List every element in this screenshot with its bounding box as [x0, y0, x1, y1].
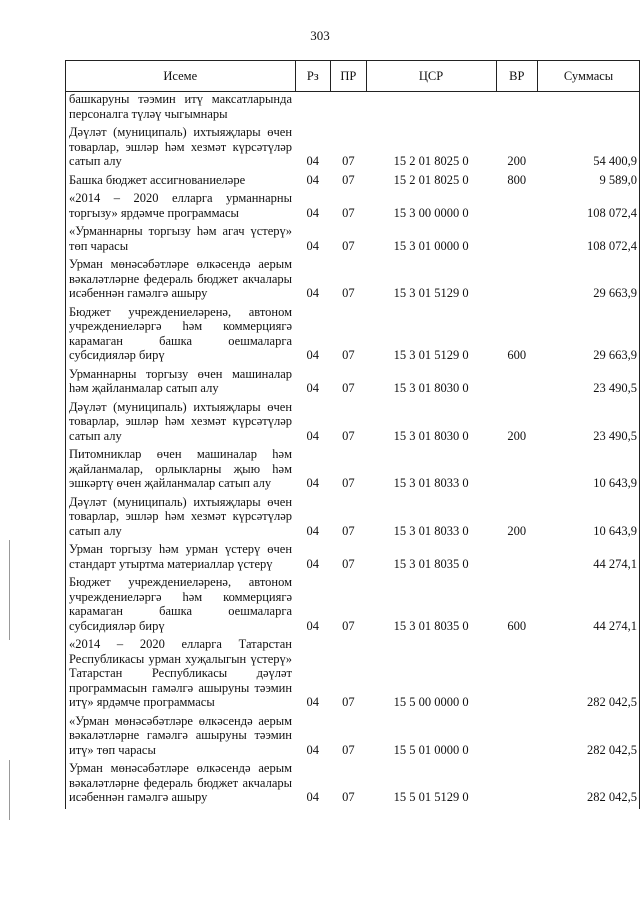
- cell-name: башкаруны тәэмин итү максатларында персоналга түләү чыгымнары: [66, 92, 296, 126]
- table-row: [66, 305, 640, 367]
- cell-sum: 23 490,5: [538, 367, 640, 400]
- cell-pr: 07: [342, 286, 355, 300]
- cell-name: Питомниклар өчен машиналар һәм җайланмалар, орлыкларны җыю һәм эшкәртү өчен җайланмалар сатып алу: [66, 447, 296, 495]
- table-row: [66, 125, 640, 173]
- cell-csr: 15 3 01 8035 0: [393, 556, 469, 571]
- table-row: [66, 714, 640, 762]
- cell-csr: 15 3 00 0000 0: [393, 205, 469, 220]
- cell-sum: 44 274,1: [538, 575, 640, 637]
- cell-csr: 15 3 01 8030 0: [393, 428, 469, 443]
- cell-vr: 600: [507, 618, 527, 633]
- cell-rz: 04: [306, 428, 320, 443]
- cell-rz: 04: [306, 205, 320, 220]
- cell-sum: 44 274,1: [538, 542, 640, 575]
- cell-rz: 04: [306, 154, 320, 168]
- cell-pr: 07: [342, 154, 355, 168]
- cell-csr: 15 3 01 8033 0: [393, 476, 469, 490]
- cell-pr: 07: [342, 238, 355, 253]
- table-row: [66, 761, 640, 809]
- cell-pr: 07: [342, 172, 355, 187]
- cell-csr: 15 5 00 0000 0: [393, 695, 469, 709]
- cell-csr: 15 2 01 8025 0: [393, 154, 469, 168]
- cell-rz: 04: [306, 556, 320, 571]
- cell-vr: [496, 191, 538, 224]
- cell-pr: 07: [342, 556, 355, 571]
- scan-margin-mark: [9, 540, 10, 640]
- table-body: [66, 92, 640, 809]
- cell-vr: 200: [507, 154, 527, 168]
- cell-vr: [496, 367, 538, 400]
- cell-sum: 282 042,5: [538, 714, 640, 762]
- cell-sum: [538, 92, 640, 126]
- cell-name: Дәүләт (муниципаль) ихтыяҗлары өчен товарлар, эшләр һәм хезмәт күрсәтүләр сатып алу: [66, 400, 296, 448]
- cell-csr: 15 3 01 0000 0: [393, 238, 469, 253]
- cell-sum: 29 663,9: [538, 305, 640, 367]
- header-rz: Рз: [295, 61, 331, 92]
- cell-name: Бюджет учреждениеләренә, автоном учреждениеләргә һәм коммерциягә карамаган башка оешмаларга субсидияләр бирү: [66, 305, 296, 367]
- cell-sum: 108 072,4: [538, 224, 640, 257]
- cell-pr: 07: [342, 205, 355, 220]
- table-row: [66, 191, 640, 224]
- cell-name: «2014 – 2020 елларга урманнарны торгызу» ярдәмче программасы: [66, 191, 296, 224]
- cell-name: «Урман мөнәсәбәтләре өлкәсендә аерым вәкаләтләрне гамәлгә ашыруны тәэмин итү» төп чарасы: [66, 714, 296, 762]
- cell-pr: 07: [342, 428, 355, 443]
- cell-vr: [496, 542, 538, 575]
- budget-table-container: [65, 60, 640, 809]
- scan-margin-mark: [9, 760, 10, 820]
- cell-csr: [366, 92, 496, 126]
- cell-vr: [496, 257, 538, 305]
- cell-name: Урман мөнәсәбәтләре өлкәсендә аерым вәкаләтләрне федераль бюджет акчалары исәбеннән гамәлгә ашыру: [66, 761, 296, 809]
- table-row: [66, 173, 640, 192]
- cell-rz: 04: [306, 523, 320, 538]
- cell-name: Башка бюджет ассигнованиеләре: [66, 173, 296, 192]
- cell-vr: [496, 714, 538, 762]
- cell-vr: [496, 92, 538, 126]
- cell-rz: 04: [306, 790, 320, 804]
- cell-name: Дәүләт (муниципаль) ихтыяҗлары өчен товарлар, эшләр һәм хезмәт күрсәтүләр сатып алу: [66, 495, 296, 543]
- cell-vr: 600: [507, 348, 527, 362]
- cell-csr: 15 3 01 5129 0: [393, 286, 469, 300]
- cell-vr: [496, 447, 538, 495]
- cell-name: Урман мөнәсәбәтләре өлкәсендә аерым вәкаләтләрне федераль бюджет акчалары исәбеннән гамәлгә ашыру: [66, 257, 296, 305]
- cell-csr: 15 3 01 5129 0: [393, 348, 469, 362]
- cell-pr: 07: [342, 348, 355, 362]
- cell-vr: [496, 761, 538, 809]
- cell-name: Урманнарны торгызу өчен машиналар һәм җайланмалар сатып алу: [66, 367, 296, 400]
- cell-vr: 200: [507, 523, 527, 538]
- cell-rz: [295, 92, 331, 126]
- cell-rz: 04: [306, 381, 320, 395]
- cell-pr: 07: [342, 695, 355, 709]
- cell-csr: 15 3 01 8030 0: [393, 381, 469, 395]
- cell-pr: 07: [342, 476, 355, 490]
- table-row: [66, 542, 640, 575]
- cell-pr: [331, 92, 367, 126]
- cell-vr: 200: [507, 428, 527, 443]
- cell-rz: 04: [306, 476, 320, 490]
- cell-rz: 04: [306, 172, 320, 187]
- cell-pr: 07: [342, 790, 355, 804]
- cell-csr: 15 3 01 8033 0: [393, 523, 469, 538]
- cell-pr: 07: [342, 381, 355, 395]
- header-pr: ПР: [331, 61, 367, 92]
- cell-rz: 04: [306, 618, 320, 633]
- table-row: [66, 637, 640, 714]
- table-row: [66, 224, 640, 257]
- cell-sum: 10 643,9: [538, 495, 640, 543]
- table-row: [66, 92, 640, 126]
- cell-sum: 29 663,9: [538, 257, 640, 305]
- page-number: 303: [310, 28, 330, 43]
- cell-rz: 04: [306, 348, 320, 362]
- cell-vr: [496, 224, 538, 257]
- cell-sum: 9 589,0: [538, 173, 640, 192]
- cell-pr: 07: [342, 742, 355, 757]
- table-row: [66, 400, 640, 448]
- cell-name: «Урманнарны торгызу һәм агач үстерү» төп чарасы: [66, 224, 296, 257]
- cell-pr: 07: [342, 618, 355, 633]
- cell-rz: 04: [306, 742, 320, 757]
- table-row: [66, 575, 640, 637]
- cell-csr: 15 3 01 8035 0: [393, 618, 469, 633]
- cell-sum: 282 042,5: [538, 761, 640, 809]
- cell-name: Дәүләт (муниципаль) ихтыяҗлары өчен товарлар, эшләр һәм хезмәт күрсәтүләр сатып алу: [66, 125, 296, 173]
- cell-name: Бюджет учреждениеләренә, автоном учреждениеләргә һәм коммерциягә карамаган башка оешмаларга субсидияләр бирү: [66, 575, 296, 637]
- cell-sum: 23 490,5: [538, 400, 640, 448]
- budget-table: [65, 60, 640, 809]
- cell-sum: 54 400,9: [538, 125, 640, 173]
- table-row: [66, 257, 640, 305]
- header-name: Исеме: [66, 61, 296, 92]
- table-row: [66, 367, 640, 400]
- table-header: [66, 61, 640, 92]
- cell-csr: 15 5 01 0000 0: [393, 742, 469, 757]
- header-csr: ЦСР: [366, 61, 496, 92]
- table-row: [66, 447, 640, 495]
- cell-pr: 07: [342, 523, 355, 538]
- cell-rz: 04: [306, 286, 320, 300]
- cell-rz: 04: [306, 695, 320, 709]
- table-row: [66, 495, 640, 543]
- cell-sum: 282 042,5: [538, 637, 640, 714]
- cell-name: Урман торгызу һәм урман үстерү өчен стандарт утыртма материаллар үстерү: [66, 542, 296, 575]
- cell-sum: 108 072,4: [538, 191, 640, 224]
- cell-sum: 10 643,9: [538, 447, 640, 495]
- header-sum: Суммасы: [538, 61, 640, 92]
- cell-csr: 15 2 01 8025 0: [393, 172, 469, 187]
- header-vr: ВР: [496, 61, 538, 92]
- cell-vr: [496, 637, 538, 714]
- cell-rz: 04: [306, 238, 320, 253]
- cell-csr: 15 5 01 5129 0: [393, 790, 469, 804]
- cell-name: «2014 – 2020 елларга Татарстан Республикасы урман хуҗалыгын үстерү» Татарстан Республикасы дәүләт программасын гамәлгә ашыруны тәэмин итү» ярдәмче программасы: [66, 637, 296, 714]
- cell-vr: 800: [507, 172, 527, 187]
